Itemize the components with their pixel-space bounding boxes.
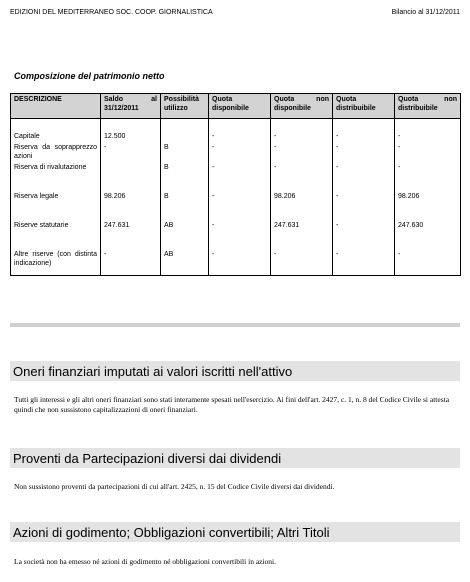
balance-period: Bilancio al 31/12/2011	[391, 9, 460, 16]
table-header-row	[11, 94, 461, 119]
cell-saldo: -	[101, 142, 161, 162]
section-divider	[10, 323, 460, 327]
cell-non-disp: 247.631	[271, 220, 333, 231]
cell-descrizione: Riserva da soprapprezzo azioni	[11, 142, 101, 162]
section-heading-azioni	[10, 522, 460, 542]
section-heading-oneri	[10, 361, 460, 381]
cell-non-distr: -	[395, 162, 461, 173]
spacer-row	[11, 119, 461, 132]
cell-non-distr: -	[395, 249, 461, 276]
cell-distr: -	[333, 162, 395, 173]
cell-non-disp: -	[271, 131, 333, 142]
cell-disp: -	[209, 162, 271, 173]
cell-descrizione: Riserva legale	[11, 191, 101, 202]
cell-non-disp: -	[271, 142, 333, 162]
cell-descrizione: Riserva di rivalutazione	[11, 162, 101, 173]
spacer-row	[11, 231, 461, 249]
table-row	[11, 162, 461, 173]
cell-descrizione: Altre riserve (con distinta indicazione)	[11, 249, 101, 276]
header-qnd-non: non	[316, 96, 329, 103]
header-qnd-quota: Quota	[274, 96, 295, 103]
header-quota-distribuibile: Quota distribuibile	[333, 94, 395, 119]
header-saldo-al: al	[151, 96, 157, 103]
cell-possibilita: B	[161, 142, 209, 162]
cell-possibilita: B	[161, 162, 209, 173]
cell-distr: -	[333, 220, 395, 231]
section-text-proventi: Non sussistono proventi da partecipazioni di cui all'art. 2425, n. 15 del Codice Civile diversi dai dividendi.	[14, 482, 335, 491]
cell-descrizione: Capitale	[11, 131, 101, 142]
header-saldo-word: Saldo	[104, 96, 124, 103]
table-row	[11, 220, 461, 231]
header-qndist-distribuibile: distribuibile	[398, 105, 438, 112]
cell-disp: -	[209, 191, 271, 202]
section-title: Composizione del patrimonio netto	[14, 71, 165, 81]
cell-non-disp: -	[271, 249, 333, 276]
cell-non-distr: 98.206	[395, 191, 461, 202]
cell-disp: -	[209, 220, 271, 231]
table-row	[11, 191, 461, 202]
header-quota-disponibile: Quota disponibile	[209, 94, 271, 119]
spacer-row	[11, 173, 461, 191]
section-heading-text: Azioni di godimento; Obbligazioni convertibili; Altri Titoli	[13, 525, 330, 540]
section-text-azioni: La società non ha emesso né azioni di godimento né obbligazioni convertibili in azioni.	[14, 557, 277, 566]
cell-disp: -	[209, 249, 271, 276]
header-qndist-quota: Quota	[398, 96, 419, 103]
section-heading-text: Oneri finanziari imputati ai valori iscritti nell'attivo	[13, 364, 293, 379]
table-row	[11, 131, 461, 142]
section-heading-text: Proventi da Partecipazioni diversi dai dividendi	[13, 451, 282, 466]
cell-possibilita	[161, 131, 209, 142]
header-saldo	[101, 94, 161, 119]
header-qnd-disponibile: disponibile	[274, 105, 311, 112]
header-quota-non-disponibile	[271, 94, 333, 119]
cell-distr: -	[333, 191, 395, 202]
cell-possibilita: AB	[161, 220, 209, 231]
cell-disp: -	[209, 142, 271, 162]
header-qndist-non: non	[444, 96, 457, 103]
cell-non-disp: -	[271, 162, 333, 173]
header-saldo-date: 31/12/2011	[104, 105, 139, 112]
page-header	[10, 9, 460, 21]
table-row	[11, 142, 461, 162]
spacer-row	[11, 202, 461, 220]
table-row	[11, 249, 461, 276]
cell-distr: -	[333, 131, 395, 142]
section-text-oneri: Tutti gli interessi e gli altri oneri finanziari sono stati interamente spesati nell'esercizio. Ai fini dell'art. 2427, c. 1, n. 8 del Codice Civile si attesta quindi che non sussistono capitalizzazioni di oneri finanziari.	[14, 395, 450, 414]
cell-non-distr: -	[395, 131, 461, 142]
header-descrizione: DESCRIZIONE	[11, 94, 101, 119]
cell-disp: -	[209, 131, 271, 142]
cell-saldo	[101, 162, 161, 173]
cell-saldo: 98.206	[101, 191, 161, 202]
cell-saldo: -	[101, 249, 161, 276]
section-heading-proventi	[10, 448, 460, 468]
header-quota-non-distribuibile	[395, 94, 461, 119]
cell-saldo: 247.631	[101, 220, 161, 231]
cell-descrizione: Riserve statutarie	[11, 220, 101, 231]
cell-distr: -	[333, 142, 395, 162]
cell-possibilita: AB	[161, 249, 209, 276]
cell-non-distr: -	[395, 142, 461, 162]
cell-saldo: 12.500	[101, 131, 161, 142]
cell-non-disp: 98.206	[271, 191, 333, 202]
cell-non-distr: 247.630	[395, 220, 461, 231]
company-name: EDIZIONI DEL MEDITERRANEO SOC. COOP. GIORNALISTICA	[10, 9, 213, 16]
equity-composition-table	[10, 93, 461, 276]
cell-distr: -	[333, 249, 395, 276]
cell-possibilita: B	[161, 191, 209, 202]
header-possibilita: Possibilità utilizzo	[161, 94, 209, 119]
